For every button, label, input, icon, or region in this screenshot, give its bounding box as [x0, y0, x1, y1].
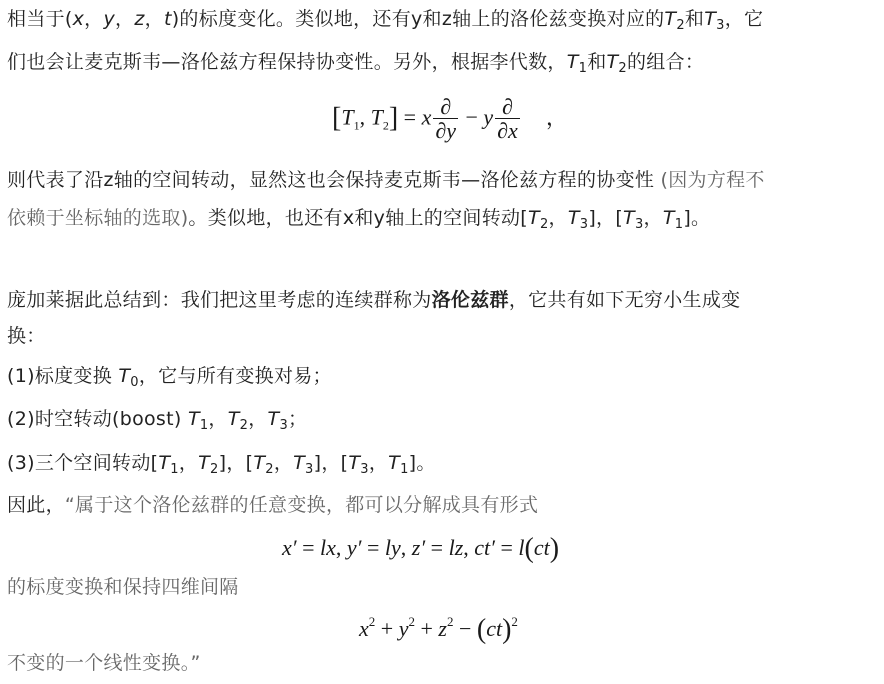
paragraph-1-line-2 — [7, 49, 704, 75]
comma: , — [463, 535, 475, 560]
var-x: x — [72, 8, 85, 30]
subscript: 1 — [353, 118, 360, 133]
symbol-t2: T — [198, 452, 211, 474]
symbol-t3: T — [623, 207, 635, 229]
subscript: 2 — [618, 61, 627, 76]
text: 和 — [587, 51, 607, 73]
symbol-t2: T — [227, 408, 240, 430]
equals: = — [296, 535, 320, 560]
superscript: 2 — [446, 614, 454, 629]
subscript: 2 — [382, 118, 389, 133]
partial-x: ∂x — [497, 118, 518, 143]
var-z: z — [438, 616, 447, 641]
var-z-prime: z′ — [411, 535, 426, 560]
superscript: 2 — [368, 614, 376, 629]
var-x-prime: x′ — [282, 535, 297, 560]
fraction-d-dx — [495, 96, 520, 143]
text: ，它 — [724, 8, 764, 30]
equals: = — [361, 535, 385, 560]
equals: = — [425, 535, 449, 560]
subscript: 3 — [579, 217, 589, 232]
text: 们也会让麦克斯韦—洛伦兹方程保持协变性。另外，根据李代数， — [7, 51, 567, 73]
subscript: 1 — [199, 418, 209, 433]
equals: = — [398, 104, 422, 130]
sep: ， — [368, 452, 389, 474]
text: (3)三个空间转动[ — [7, 452, 159, 474]
symbol-t3: T — [293, 452, 306, 474]
sep: ， — [273, 452, 294, 474]
paragraph-1-line-1 — [7, 6, 763, 32]
paragraph-3-line-2 — [7, 323, 46, 349]
text: ]。 — [408, 452, 436, 474]
symbol-t1: T — [388, 452, 401, 474]
quote-text: “属于这个洛伦兹群的任意变换，都可以分解成具有形式 — [64, 494, 539, 516]
partial: ∂ — [440, 94, 452, 119]
text: 换： — [7, 325, 46, 347]
text: 相当于( — [7, 8, 73, 30]
term: lz — [448, 535, 464, 560]
paragraph-3-line-1 — [7, 287, 740, 313]
paren: ) — [549, 533, 560, 564]
symbol-t3: T — [348, 452, 361, 474]
interval-equation — [359, 614, 518, 646]
sep: ， — [248, 408, 268, 430]
symbol-t1: T — [341, 104, 354, 130]
var-l: l — [518, 535, 525, 560]
sep: ， — [115, 8, 135, 30]
subscript: 2 — [239, 418, 249, 433]
paragraph-4-line-3 — [7, 650, 201, 676]
sep: ， — [643, 207, 663, 229]
symbol-t3: T — [567, 207, 580, 229]
subscript: 0 — [130, 375, 139, 390]
text: 的组合： — [626, 51, 705, 73]
fraction-d-dy — [433, 96, 458, 143]
paragraph-2-line-1 — [7, 167, 765, 193]
symbol-t3: T — [704, 8, 717, 30]
var-y: y — [103, 8, 116, 30]
paren: ( — [524, 533, 534, 564]
sep: ， — [548, 207, 568, 229]
var-ct-prime: ct′ — [474, 535, 495, 560]
symbol-t2: T — [664, 8, 677, 30]
var-y-prime: y′ — [346, 535, 362, 560]
subscript: 3 — [279, 418, 289, 433]
sep: ]，[ — [588, 207, 624, 229]
quote-text: 不变的一个线性变换。” — [7, 652, 201, 674]
sep: ， — [144, 8, 164, 30]
paragraph-4-line-2 — [7, 574, 239, 600]
partial-y: ∂y — [435, 118, 456, 143]
symbol-t1: T — [158, 452, 171, 474]
subscript: 3 — [305, 462, 314, 477]
var-x: x — [421, 104, 432, 130]
bracket: ] — [388, 102, 399, 134]
paragraph-4-line-1 — [7, 492, 538, 518]
plus: + — [414, 616, 439, 641]
equals: = — [494, 535, 519, 560]
subscript: 1 — [170, 462, 179, 477]
symbol-t1: T — [566, 51, 579, 73]
sep: ]，[ — [313, 452, 349, 474]
text: (2)时空转动(boost) — [7, 408, 188, 430]
text: 。类似地，也还有x和y轴上的空间转动[ — [188, 207, 529, 229]
list-item — [7, 450, 436, 476]
subscript: 2 — [676, 18, 685, 33]
paragraph-2-line-2 — [7, 205, 710, 231]
symbol-t2: T — [253, 452, 266, 474]
symbol-t1: T — [187, 408, 200, 430]
symbol-t0: T — [118, 365, 131, 387]
bracket: [ — [332, 102, 342, 134]
term: ct — [486, 616, 503, 641]
text: ； — [288, 408, 308, 430]
text: 则代表了沿z轴的空间转动，显然这也会保持麦克斯韦—洛伦兹方程的协变性 — [7, 169, 661, 191]
sep: ， — [178, 452, 199, 474]
subscript: 2 — [539, 217, 549, 232]
paren: ( — [476, 614, 487, 645]
list-item — [7, 363, 332, 389]
commutator-equation — [332, 96, 568, 143]
minus: − — [459, 104, 484, 130]
subscript: 3 — [360, 462, 369, 477]
subscript: 1 — [400, 462, 409, 477]
subscript: 2 — [210, 462, 219, 477]
plus: + — [375, 616, 399, 641]
text: 和 — [684, 8, 705, 30]
term-lorentz-group: 洛伦兹群 — [431, 289, 509, 311]
symbol-t3: T — [267, 408, 280, 430]
comma: ， — [545, 104, 568, 130]
scale-transformation-equation — [282, 533, 559, 565]
var-t: t — [163, 8, 172, 30]
quote-text: 的标度变换和保持四维间隔 — [7, 576, 239, 598]
text: ，它共有如下无穷小生成变 — [508, 289, 741, 311]
superscript: 2 — [408, 614, 415, 629]
minus: − — [453, 616, 477, 641]
var-y: y — [398, 616, 409, 641]
term: ly — [384, 535, 401, 560]
symbol-t2: T — [528, 207, 540, 229]
text: (1)标度变换 — [7, 365, 119, 387]
subscript: 1 — [674, 217, 684, 232]
subscript: 2 — [265, 462, 274, 477]
subscript: 3 — [634, 217, 644, 232]
partial: ∂ — [502, 94, 513, 119]
comma: , — [335, 535, 347, 560]
text: )的标度变化。类似地，还有y和z轴上的洛伦兹变换对应的 — [171, 8, 665, 30]
sep: ]，[ — [218, 452, 254, 474]
symbol-t2: T — [370, 104, 383, 130]
term: lx — [320, 535, 336, 560]
text: ，它与所有变换对易； — [138, 365, 332, 387]
var-x: x — [359, 616, 369, 641]
comma: , — [400, 535, 412, 560]
term: ct — [533, 535, 550, 560]
sep: ， — [84, 8, 104, 30]
subscript: 1 — [578, 61, 588, 76]
var-z: z — [134, 8, 145, 30]
superscript: 2 — [511, 614, 518, 629]
gray-note: (因为方程不 — [660, 169, 765, 191]
symbol-t2: T — [606, 51, 619, 73]
gray-note: 依赖于坐标轴的选取) — [7, 207, 189, 229]
subscript: 3 — [716, 18, 725, 33]
paren: ) — [502, 614, 512, 645]
text: ]。 — [683, 207, 711, 229]
sep: ， — [208, 408, 228, 430]
comma: , — [359, 104, 371, 130]
symbol-t1: T — [662, 207, 675, 229]
var-y: y — [483, 104, 494, 130]
text: 因此， — [7, 494, 65, 516]
text: 庞加莱据此总结到：我们把这里考虑的连续群称为 — [7, 289, 432, 311]
list-item — [7, 406, 307, 432]
